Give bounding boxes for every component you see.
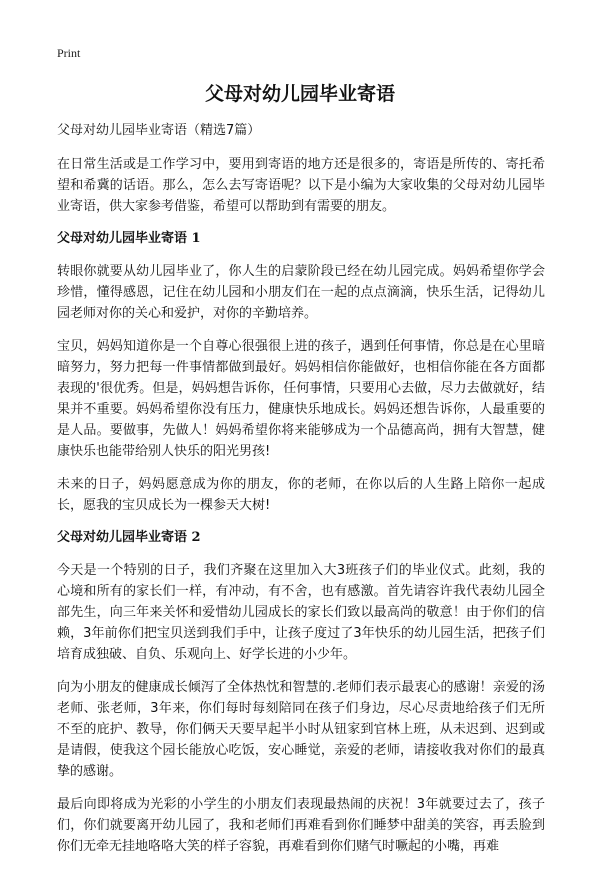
print-link[interactable]: Print	[57, 46, 81, 60]
document-body	[57, 120, 545, 869]
section-1-heading: 父母对幼儿园毕业寄语 1	[57, 231, 201, 246]
section-2-heading: 父母对幼儿园毕业寄语 2	[57, 530, 201, 545]
section-2-paragraph: 最后向即将成为光彩的小学生的小朋友们表现最热闹的庆祝！3年就要过去了，孩子们，你们就要离开幼儿园了，我和老师们再难看到你们睡梦中甜美的笑容，再丢脸到你们无牵无挂地咯咯大笑的样子容貌，再难看到你们赌气时噘起的小嘴，再难	[57, 797, 545, 854]
section-1-paragraph: 宝贝，妈妈知道你是一个自尊心很强很上进的孩子，遇到任何事情，你总是在心里暗暗努力，努力把每一件事情都做到最好。妈妈相信你能做好，也相信你能在各方面都表现的'很优秀。但是，妈妈想告诉你，任何事情，只要用心去做，尽力去做就好，结果并不重要。妈妈希望你没有压力，健康快乐地成长。妈妈还想告诉你，人最重要的是人品。要做事，先做人！妈妈希望你将来能够成为一个品德高尚，拥有大智慧，健康快乐也能带给别人快乐的阳光男孩!	[57, 339, 545, 459]
section-2-paragraph: 今天是一个特别的日子，我们齐聚在这里加入大3班孩子们的毕业仪式。此刻，我的心境和所有的家长们一样，有冲动，有不舍，也有感激。首先请容许我代表幼儿园全部先生，向三年来关怀和爱惜幼儿园成长的家长们致以最高尚的敬意！由于你们的信赖，3年前你们把宝贝送到我们手中，让孩子度过了3年快乐的幼儿园生活，把孩子们培育成独破、自负、乐观向上、好学长进的小少年。	[57, 563, 545, 662]
section-2-paragraph: 向为小朋友的健康成长倾泻了全体热忱和智慧的.老师们表示最衷心的感谢！亲爱的汤老师、张老师，3年来，你们每时每刻陪同在孩子们身边，尽心尽责地给孩子们无所不至的庇护、教导，你们俩天天要早起半小时从钮家到官林上班，从未迟到、迟到或是请假，使我这个园长能放心吃饭，安心睡觉，亲爱的老师，请接收我对你们的最真挚的感谢。	[57, 680, 545, 779]
document-subtitle: 父母对幼儿园毕业寄语（精选7篇）	[57, 123, 261, 138]
intro-paragraph: 在日常生活或是工作学习中，要用到寄语的地方还是很多的，寄语是所传的、寄托希望和希冀的话语。那么，怎么去写寄语呢？以下是小编为大家收集的父母对幼儿园毕业寄语，供大家参考借鉴，希望可以帮助到有需要的朋友。	[57, 157, 545, 214]
section-1-paragraph: 未来的日子，妈妈愿意成为你的朋友，你的老师，在你以后的人生路上陪你一起成长，愿我的宝贝成长为一棵参天大树!	[57, 477, 545, 513]
document-title: 父母对幼儿园毕业寄语	[204, 83, 395, 105]
section-1-paragraph: 转眼你就要从幼儿园毕业了，你人生的启蒙阶段已经在幼儿园完成。妈妈希望你学会珍惜，懂得感恩，记住在幼儿园和小朋友们在一起的点点滴滴，快乐生活，记得幼儿园老师对你的关心和爱护，对你的辛勤培养。	[57, 264, 545, 321]
